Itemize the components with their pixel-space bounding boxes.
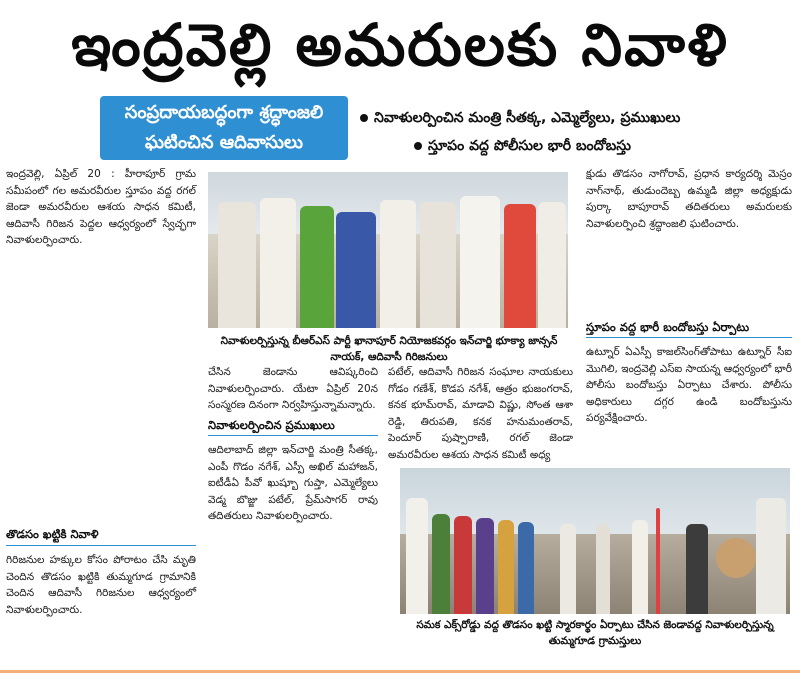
photo-villagers-tribute bbox=[400, 468, 790, 614]
column-2-body2: ఆదిలాబాద్ జిల్లా ఇన్‌చార్జి మంత్రి సీతక్క, ఎంపీ గొడం నగేశ్, ఎస్పీ అఖిల్ మహాజన్, ఐటీడీఏ పీవో ఖుష్బూ గుప్తా, ఎమ్మెల్యేలు వెడ్మ బొజ్జు పటేల్, ప్రేమ్‌సాగర్ రావు తదితరులు నివాళులర్పించారు. bbox=[208, 444, 378, 522]
column-2-subhead: నివాళులర్పించిన ప్రముఖులు bbox=[208, 418, 335, 432]
column-4-subhead: స్తూపం వద్ద భారీ బందోబస్తు ఏర్పాటు bbox=[586, 320, 750, 334]
photo-tribute-leaders bbox=[208, 172, 568, 328]
column-1-subhead-rule bbox=[6, 545, 196, 546]
column-3-body: పటేల్, ఆదివాసీ గిరిజన సంఘాల నాయకులు గోడం గణేశ్, కొడప నగేశ్, ఆత్రం భుజంగరావ్, కనక భూమ్‌రావ్, మాడావి విష్ణు, సోంత ఆశా రెడ్డి, తిరుపతి, కనక హనుమంతరావ్, పెందూర్ పుష్పారాణి, రగల్ జెండా అమరవీరుల ఆశయ సాధన కమిటీ అధ్య bbox=[388, 366, 573, 461]
column-1-body: ఇంద్రవెల్లి, ఏప్రిల్ 20 : హీరాపూర్ గ్రామ సమీపంలో గల అమరవీరుల స్తూపం వద్ద రగల్ జెండా అమరవీరుల ఆశయ సాధన కమిటీ, ఆదివాసీ గిరిజన పెద్దల ఆధ్వర్యంలో స్వేచ్ఛగా నివాళులర్పించారు. bbox=[6, 168, 196, 246]
column-4-body2: ఉట్నూర్ ఏఎస్పీ కాజల్‌సింగ్‌తోపాటు ఉట్నూర్ సీఐ మొగిలి, ఇంద్రవెల్లి ఎస్ఐ సాయన్న ఆధ్వర్యంలో భారీ పోలీసు బందోబస్తు ఏర్పాటు చేశారు. పోలీసు అధికారులు దగ్గర ఉండి బందోబస్తును పర్యవేక్షించారు. bbox=[586, 346, 792, 424]
column-1-subhead: తొడసం ఖట్టికి నివాళి bbox=[6, 527, 99, 541]
page-headline: ఇంద్రవెల్లి అమరులకు నివాళి bbox=[71, 11, 729, 79]
bullet-1 bbox=[360, 110, 680, 129]
column-4-body: క్షుడు తొడసం నాగోరావ్, ప్రధాన కార్యదర్శి మెస్రం నాగ్‌నాథ్, తుడుందెబ్బ ఉమ్మడి జిల్లా అధ్యక్షుడు పుర్కా బాపూరావ్ తదితరులు అమరులకు నివాళులర్పించి శ్రద్ధాంజలి ఘటించారు. bbox=[586, 168, 792, 230]
column-2-body: చేసిన జెండాను ఆవిష్కరించి నివాళులర్పించారు. యేటా ఏప్రిల్ 20న సంస్మరణ దినంగా నిర్వహిస్తున్నామన్నారు. bbox=[208, 366, 378, 411]
bottom-rule bbox=[0, 670, 800, 673]
bullet-2 bbox=[414, 138, 631, 157]
bullet-2-text: స్తూపం వద్ద పోలీసుల భారీ బందోబస్తు bbox=[428, 138, 631, 154]
photo-2-caption: సమక ఎక్స్‌రోడ్డు వద్ద తొడసం ఖట్టి స్మారకార్థం ఏర్పాటు చేసిన జెండావద్ద నివాళులర్పిస్తున్న తుమ్మగూడ గ్రామస్తులు bbox=[416, 619, 774, 647]
column-1-body2: గిరిజనుల హక్కుల కోసం పోరాటం చేసి మృతి చెందిన తొడసం ఖట్టికి తుమ్మగూడ గ్రామానికి చెందిన ఆదివాసీ గిరిజనుల ఆధ్వర్యంలో నివాళులర్పించారు. bbox=[6, 554, 196, 616]
photo-1-caption: నివాళులర్పిస్తున్న బీఆర్ఎస్ పార్టీ ఖానాపూర్ నియోజకవర్గం ఇన్‌చార్జి భూక్యా జాన్సన్ నాయక్, ఆదివాసీ గిరిజనులు bbox=[220, 335, 558, 363]
column-4-subhead-rule bbox=[586, 337, 792, 338]
bullet-1-text: నివాళులర్పించిన మంత్రి సీతక్క, ఎమ్మెల్యేలు, ప్రముఖులు bbox=[374, 110, 681, 126]
kicker-box: సంప్రదాయబద్ధంగా శ్రద్ధాంజలి ఘటించిన ఆదివాసులు bbox=[100, 96, 348, 160]
column-2-subhead-rule bbox=[208, 435, 378, 436]
bullet-dot-icon bbox=[360, 114, 368, 122]
bullet-dot-icon bbox=[414, 142, 422, 150]
